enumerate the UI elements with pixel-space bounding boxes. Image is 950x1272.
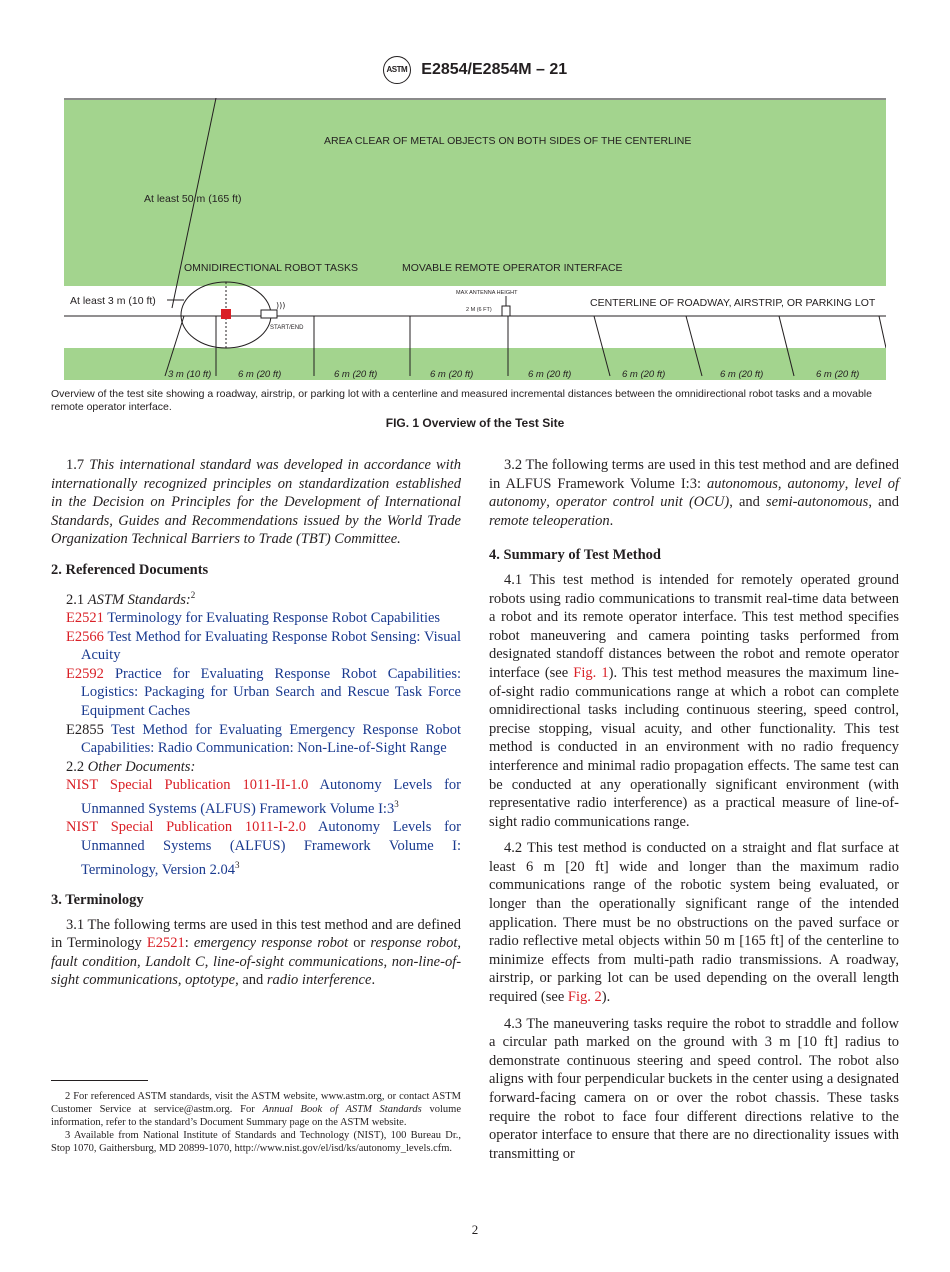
distance-label: 6 m (20 ft) <box>528 369 572 380</box>
distance-label: 6 m (20 ft) <box>430 369 474 380</box>
right-column <box>489 456 899 1163</box>
left-column <box>51 456 461 990</box>
reference-e2592[interactable]: E2592 Practice for Evaluating Response Robot Capabilities: Logistics: Packaging for Urban Search and Rescue Task Force Equipment Caches <box>66 665 461 719</box>
footnote-rule <box>51 1080 148 1081</box>
figure-description: Overview of the test site showing a roadway, airstrip, or parking lot with a centerline and measured incremental distances between the omnidirectional robot tasks and a movable remote operator interface. <box>51 388 872 413</box>
reference-e2521[interactable]: E2521 Terminology for Evaluating Response Robot Capabilities <box>66 609 441 626</box>
distance-label: 6 m (20 ft) <box>816 369 860 380</box>
radio-icon: ))) <box>276 301 286 310</box>
distance-label: 6 m (20 ft) <box>238 369 282 380</box>
distance-label: 6 m (20 ft) <box>622 369 666 380</box>
paragraph-4-3: 4.3 The maneuvering tasks require the robot to straddle and follow a circular path marked on the ground with 3 m [10 ft] radius to demonstrate continuous steering and speed control. The robot also aligns with four perpendicular buckets in the center using a designated forward-facing camera on or over the robot chassis. These tasks require the robot to face four different directions relative to the operator interface to ensure that there are no directionality issues with transmitting or <box>489 1015 899 1162</box>
label-movable: MOVABLE REMOTE OPERATOR INTERFACE <box>402 262 623 274</box>
operator-interface <box>502 306 510 316</box>
label-two-m: 2 M (6 FT) <box>466 307 492 313</box>
label-centerline: CENTERLINE OF ROADWAY, AIRSTRIP, OR PARKING LOT <box>590 297 876 309</box>
footnote-2: 2 For referenced ASTM standards, visit the ASTM website, www.astm.org, or contact ASTM Customer Service at service@astm.org. For Annual Book of ASTM Standards volume information, refer to the standard’s Document Summary page on the ASTM website. <box>51 1091 461 1128</box>
distance-label: 6 m (20 ft) <box>720 369 764 380</box>
reference-nist-2[interactable]: NIST Special Publication 1011-I-2.0 Autonomy Levels for Unmanned Systems (ALFUS) Framework Volume I: Terminology, Version 2.04$^3$ <box>66 819 462 878</box>
section-4-heading: 4. Summary of Test Method <box>489 547 661 564</box>
section-3-heading: 3. Terminology <box>51 891 144 908</box>
label-at-least-3: At least 3 m (10 ft) <box>70 295 156 307</box>
paragraph-3-1: 3.1 The following terms are used in this test method and are defined in Terminology E2521: emergency response robot or response robot, fault condition, Landolt C, line-of-sight communications, non-line-of-sight communications, optotype, and radio interference. <box>51 916 462 989</box>
paragraph-4-2: 4.2 This test method is conducted on a straight and flat surface at least 6 m [20 ft] wide and longer than the maximum radio communications range of the robotic system being evaluated, or longer than the operationally significant range of the intended application. There must be no obstructions on the paved surface or radio reflective metal objects within 50 m [165 ft] of the centerline to minimize effects from multi-path radio transmissions. A roadway, airstrip, or parking lot can be used depending on the overall length required (see Fig. 2). <box>489 840 899 1006</box>
footnote-3: 3 Available from National Institute of Standards and Technology (NIST), 100 Bureau Dr., Stop 1070, Gaithersburg, MD 20899-1070, http://www.nist.gov/el/isd/ks/autonomy_levels.cfm. <box>51 1130 461 1154</box>
label-area-clear: AREA CLEAR OF METAL OBJECTS ON BOTH SIDES OF THE CENTERLINE <box>324 135 692 147</box>
paragraph-4-1: 4.1 This test method is intended for remotely operated ground robots using radio communications to transmit real-time data between a robot and its remote operator interface. This test method specifies robot maneuvering and camera pointing tasks performed from designated standoff distances between the robot and remote operator interface (see Fig. 1). This test method measures the maximum line-of-sight radio communications range at which a robot can complete omnidirectional tasks including continuous steering, speed control, precise stopping, visual acuity, and other functionality. This test method is conducted in an environment with no radio frequency interference and minimal radio propagation effects. The same test can be conducted at any operationally significant environment (with representative radio interference) as a practical measure of line-of-sight radio communications range. <box>489 571 899 830</box>
test-site-figure <box>64 98 886 384</box>
reference-nist-1[interactable]: NIST Special Publication 1011-II-1.0 Autonomy Levels for Unmanned Systems (ALFUS) Framework Volume $I:3^3$ <box>66 777 462 817</box>
field-upper <box>64 98 886 286</box>
figure-title: FIG. 1 Overview of the Test Site <box>385 416 565 430</box>
label-at-least-50: At least 50 m (165 ft) <box>144 193 242 205</box>
distance-label: 3 m (10 ft) <box>168 369 212 380</box>
label-omni: OMNIDIRECTIONAL ROBOT TASKS <box>184 262 359 274</box>
paragraph-3-2: 3.2 The following terms are used in this test method and are defined in ALFUS Framework Volume I:3: autonomous, autonomy, level of autonomy, operator control unit (OCU), and semi-autonomous, and remote teleoperation. <box>489 457 900 529</box>
label-max-antenna: MAX ANTENNA HEIGHT <box>456 290 518 296</box>
footnotes <box>51 1090 461 1155</box>
paragraph-1-7: 1.7 This international standard was developed in accordance with internationally recognized principles on standardization established in the Decision on Principles for the Development of International Standards, Guides and Recommendations issued by the World Trade Organization Technical Barriers to Trade (TBT) Committee. <box>51 457 461 548</box>
standard-designation: E2854/E2854M – 21 <box>421 61 568 78</box>
bucket-center <box>221 309 231 319</box>
section-2-heading: 2. Referenced Documents <box>51 561 209 578</box>
page-number: 2 <box>471 1222 479 1237</box>
astm-logo: ASTM <box>383 56 411 84</box>
reference-e2855[interactable]: E2855 Test Method for Evaluating Emergency Response Robot Capabilities: Radio Communication: Non-Line-of-Sight Range <box>66 721 461 757</box>
page-header <box>0 56 950 84</box>
reference-e2566[interactable]: E2566 Test Method for Evaluating Response Robot Sensing: Visual Acuity <box>66 628 461 664</box>
distance-label: 6 m (20 ft) <box>334 369 378 380</box>
robot-icon <box>261 310 277 318</box>
label-start-end: START/END <box>270 325 304 331</box>
paragraph-2-1: 2.1 ASTM Standards:$^2$ <box>66 589 196 608</box>
paragraph-2-2: 2.2 Other Documents: <box>66 758 196 775</box>
